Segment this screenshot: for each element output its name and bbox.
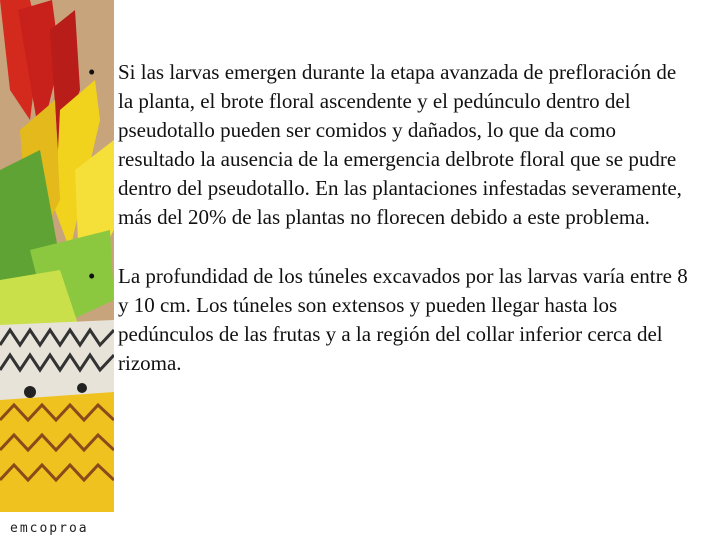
bullet-marker: • (88, 264, 96, 288)
company-logo-text: emcoproa (10, 521, 89, 536)
bullet-paragraph (88, 262, 688, 378)
bullet-paragraph (88, 58, 688, 232)
bullet-text: La profundidad de los túneles excavados por las larvas varía entre 8 y 10 cm. Los túneles son extensos y pueden llegar hasta los pedúnculos de las frutas y a la región del collar inferior cerca del rizoma. (118, 264, 688, 375)
slide-content (88, 58, 688, 378)
bullet-marker: • (88, 60, 96, 84)
bullet-text: Si las larvas emergen durante la etapa avanzada de prefloración de la planta, el brote floral ascendente y el pedúnculo dentro del pseudotallo pueden ser comidos y dañados, lo que da como resultado la ausencia de la emergencia delbrote floral que se pudre dentro del pseudotallo. En las plantaciones infestadas severamente, más del 20% de las plantas no florecen debido a este problema. (118, 60, 682, 229)
